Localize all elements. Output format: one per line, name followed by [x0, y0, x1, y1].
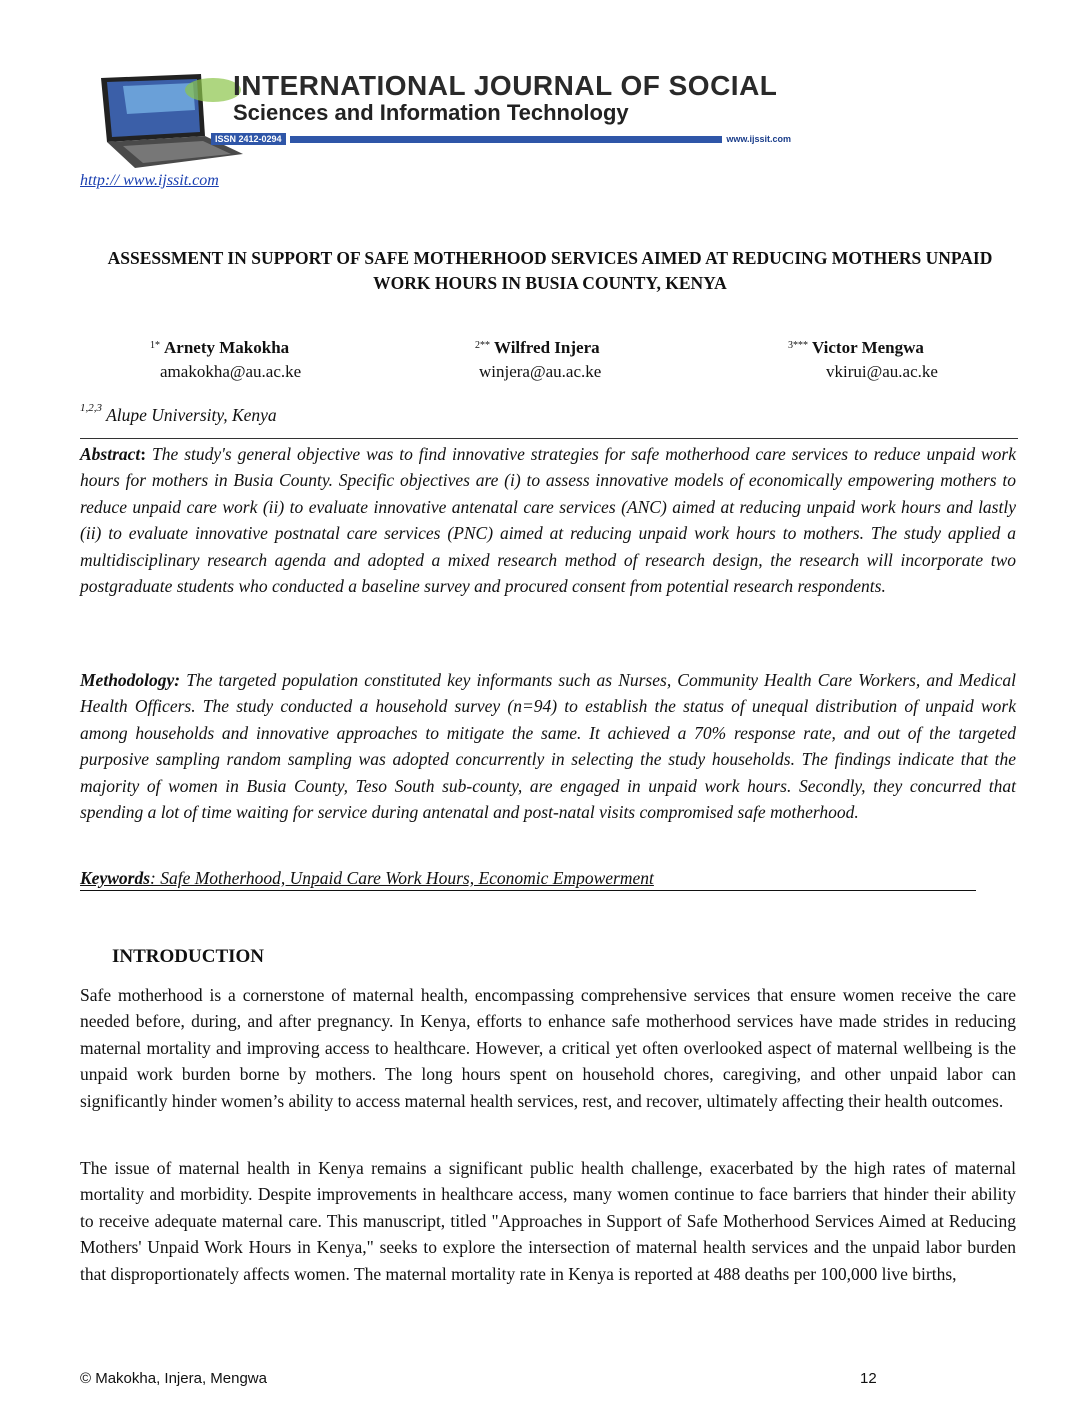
- keywords-line: [80, 866, 976, 891]
- banner-bar: [211, 133, 791, 145]
- abstract-text: The study's general objective was to find innovative strategies for safe motherhood care services to reduce unpaid work hours for mothers in Busia County. Specific objectives are (i) to assess innovative models of economically empowering mothers to reduce unpaid care work (ii) to evaluate innovative antenatal care services (ANC) aimed at reducing unpaid work hours and lastly (ii) to evaluate innovative postnatal care services (PNC) aimed at reducing unpaid work hours to mothers. The study applied a multidisciplinary research agenda and adopted a mixed research method of research design, the research will incorporate two postgraduate students who conducted a baseline survey and procured consent from potential research respondents.: [80, 444, 1016, 597]
- methodology-paragraph: [80, 667, 1016, 825]
- author-name: Wilfred Injera: [494, 338, 600, 357]
- author-email: amakokha@au.ac.ke: [160, 362, 302, 381]
- author-3: [788, 336, 938, 384]
- paper-title: ASSESSMENT IN SUPPORT OF SAFE MOTHERHOOD SERVICES AIMED AT REDUCING MOTHERS UNPAID WORK HOURS IN BUSIA COUNTY, KENYA: [107, 248, 993, 293]
- author-email: vkirui@au.ac.ke: [826, 362, 938, 381]
- author-name: Arnety Makokha: [164, 338, 290, 357]
- author-marker: 2**: [475, 340, 490, 351]
- keywords-label: Keywords: [80, 868, 150, 888]
- abstract-label: Abstract: [80, 444, 141, 464]
- site-label: www.ijssit.com: [726, 134, 791, 144]
- journal-banner: [83, 60, 853, 172]
- journal-subtitle: Sciences and Information Technology: [233, 100, 629, 125]
- journal-title: INTERNATIONAL JOURNAL OF SOCIAL: [233, 70, 778, 101]
- author-marker: 3***: [788, 340, 808, 351]
- abstract-colon: :: [140, 444, 147, 464]
- introduction-paragraph-1: Safe motherhood is a cornerstone of maternal health, encompassing comprehensive services that ensure women receive the care needed before, during, and after pregnancy. In Kenya, efforts to enhance safe motherhood services have made strides in reducing maternal mortality and improving access to healthcare. However, a critical yet often overlooked aspect of maternal wellbeing is the unpaid work burden borne by mothers. The long hours spent on household chores, caregiving, and other unpaid labor can significantly hinder women’s ability to access maternal health services, rest, and recover, ultimately affecting their health outcomes.: [80, 985, 1016, 1111]
- author-1: [150, 336, 301, 384]
- keywords-text: : Safe Motherhood, Unpaid Care Work Hours, Economic Empowerment: [150, 868, 654, 888]
- author-list: [0, 336, 1088, 386]
- affiliation-marker: 1,2,3: [80, 402, 102, 414]
- introduction-heading: INTRODUCTION: [112, 946, 265, 967]
- divider-line: [80, 438, 1018, 439]
- introduction-paragraph-2: The issue of maternal health in Kenya remains a significant public health challenge, exacerbated by the high rates of maternal mortality and morbidity. Despite improvements in healthcare access, many women continue to face barriers that hinder their ability to receive adequate maternal care. This manuscript, titled "Approaches in Support of Safe Motherhood Services Aimed at Reducing Mothers' Unpaid Work Hours in Kenya," seeks to explore the intersection of maternal health services and the unpaid labor burden that disproportionately affects women. The maternal mortality rate in Kenya is reported at 488 deaths per 100,000 live births,: [80, 1158, 1016, 1284]
- author-2: [475, 336, 601, 384]
- footer-copyright: © Makokha, Injera, Mengwa: [80, 1370, 267, 1387]
- bar-divider: [290, 136, 723, 143]
- abstract-paragraph: [80, 441, 1016, 599]
- laptop-icon: [83, 70, 248, 170]
- author-name: Victor Mengwa: [812, 338, 924, 357]
- issn-label: ISSN 2412-0294: [211, 133, 286, 145]
- methodology-label: Methodology:: [80, 670, 181, 690]
- author-email: winjera@au.ac.ke: [479, 362, 602, 381]
- author-marker: 1*: [150, 340, 160, 351]
- page-number: 12: [860, 1370, 877, 1387]
- affiliation-text: Alupe University, Kenya: [106, 405, 277, 425]
- journal-url-link[interactable]: http:// www.ijssit.com: [80, 172, 219, 189]
- affiliation: [80, 402, 277, 426]
- methodology-text: The targeted population constituted key informants such as Nurses, Community Health Care Workers, and Medical Health Officers. The study conducted a household survey (n=94) to establish the status of unequal distribution of unpaid work among households and innovative approaches to mitigate the same. It achieved a 70% response rate, and out of the targeted purposive sampling random sampling was adopted concurrently in selecting the study households. The findings indicate that the majority of women in Busia County, Teso South sub-county, are engaged in unpaid work hours. Secondly, they concurred that spending a lot of time waiting for service during antenatal and post-natal visits compromised safe motherhood.: [80, 670, 1016, 823]
